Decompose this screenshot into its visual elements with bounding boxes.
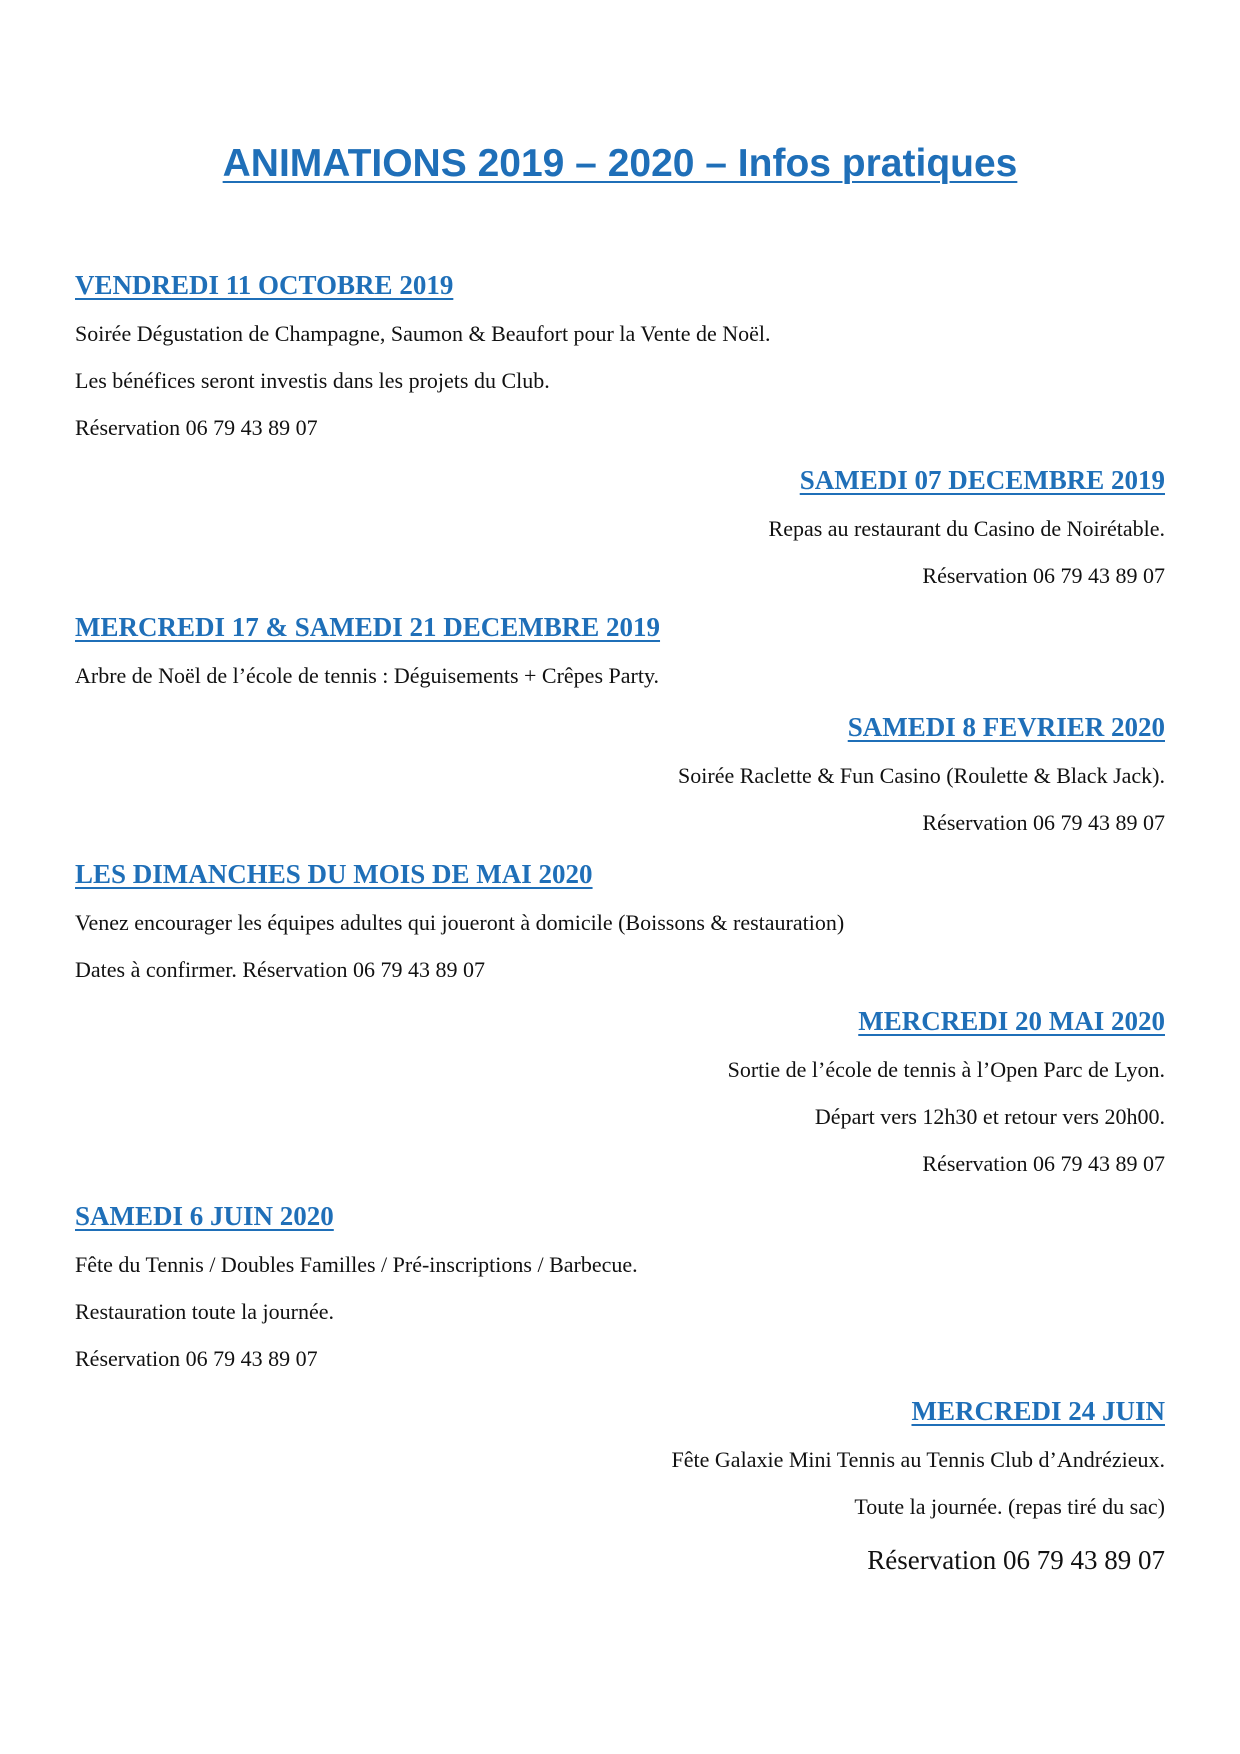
event-line: Repas au restaurant du Casino de Noirétable. bbox=[768, 516, 1165, 541]
event-line: Venez encourager les équipes adultes qui joueront à domicile (Boissons & restauration) bbox=[75, 910, 845, 935]
event-samedi-6-juin bbox=[75, 1199, 1165, 1382]
event-line: Dates à confirmer. Réservation 06 79 43 89 07 bbox=[75, 957, 485, 982]
event-line: Réservation 06 79 43 89 07 bbox=[922, 563, 1165, 588]
event-dimanches-mai bbox=[75, 857, 1165, 993]
event-heading: VENDREDI 11 OCTOBRE 2019 bbox=[75, 270, 454, 300]
event-samedi-07-decembre bbox=[75, 463, 1165, 599]
event-heading: SAMEDI 6 JUIN 2020 bbox=[75, 1201, 334, 1231]
page-title: ANIMATIONS 2019 – 2020 – Infos pratiques bbox=[222, 142, 1018, 185]
event-line: Fête du Tennis / Doubles Familles / Pré-inscriptions / Barbecue. bbox=[75, 1252, 638, 1277]
event-line: Réservation 06 79 43 89 07 bbox=[867, 1545, 1165, 1575]
event-mercredi-24-juin bbox=[75, 1394, 1165, 1590]
event-line: Réservation 06 79 43 89 07 bbox=[922, 810, 1165, 835]
event-line: Restauration toute la journée. bbox=[75, 1299, 335, 1324]
event-details bbox=[75, 652, 1165, 699]
event-mercredi-17-samedi-21-decembre bbox=[75, 610, 1165, 699]
event-line: Réservation 06 79 43 89 07 bbox=[75, 1346, 318, 1371]
event-line: Réservation 06 79 43 89 07 bbox=[75, 415, 318, 440]
event-details bbox=[75, 1436, 1165, 1590]
event-details bbox=[75, 310, 1165, 451]
event-line: Soirée Raclette & Fun Casino (Roulette & Black Jack). bbox=[678, 763, 1165, 788]
event-vendredi-11-octobre bbox=[75, 268, 1165, 451]
event-line: Soirée Dégustation de Champagne, Saumon & Beaufort pour la Vente de Noël. bbox=[75, 321, 771, 346]
event-details bbox=[75, 1046, 1165, 1187]
event-heading: SAMEDI 07 DECEMBRE 2019 bbox=[799, 465, 1165, 495]
event-line: Fête Galaxie Mini Tennis au Tennis Club d’Andrézieux. bbox=[671, 1447, 1165, 1472]
event-mercredi-20-mai bbox=[75, 1004, 1165, 1187]
event-heading: MERCREDI 24 JUIN bbox=[911, 1396, 1165, 1426]
event-line: Sortie de l’école de tennis à l’Open Parc de Lyon. bbox=[727, 1057, 1165, 1082]
event-details bbox=[75, 505, 1165, 599]
event-line: Toute la journée. (repas tiré du sac) bbox=[854, 1494, 1165, 1519]
event-details bbox=[75, 899, 1165, 993]
event-line: Réservation 06 79 43 89 07 bbox=[922, 1151, 1165, 1176]
event-line: Arbre de Noël de l’école de tennis : Déguisements + Crêpes Party. bbox=[75, 663, 660, 688]
event-line: Les bénéfices seront investis dans les projets du Club. bbox=[75, 368, 550, 393]
event-details bbox=[75, 752, 1165, 846]
event-details bbox=[75, 1241, 1165, 1382]
event-samedi-8-fevrier bbox=[75, 710, 1165, 846]
event-line: Départ vers 12h30 et retour vers 20h00. bbox=[814, 1104, 1165, 1129]
event-heading: LES DIMANCHES DU MOIS DE MAI 2020 bbox=[75, 859, 593, 889]
event-heading: SAMEDI 8 FEVRIER 2020 bbox=[847, 712, 1165, 742]
event-heading: MERCREDI 20 MAI 2020 bbox=[858, 1006, 1165, 1036]
event-heading: MERCREDI 17 & SAMEDI 21 DECEMBRE 2019 bbox=[75, 612, 661, 642]
